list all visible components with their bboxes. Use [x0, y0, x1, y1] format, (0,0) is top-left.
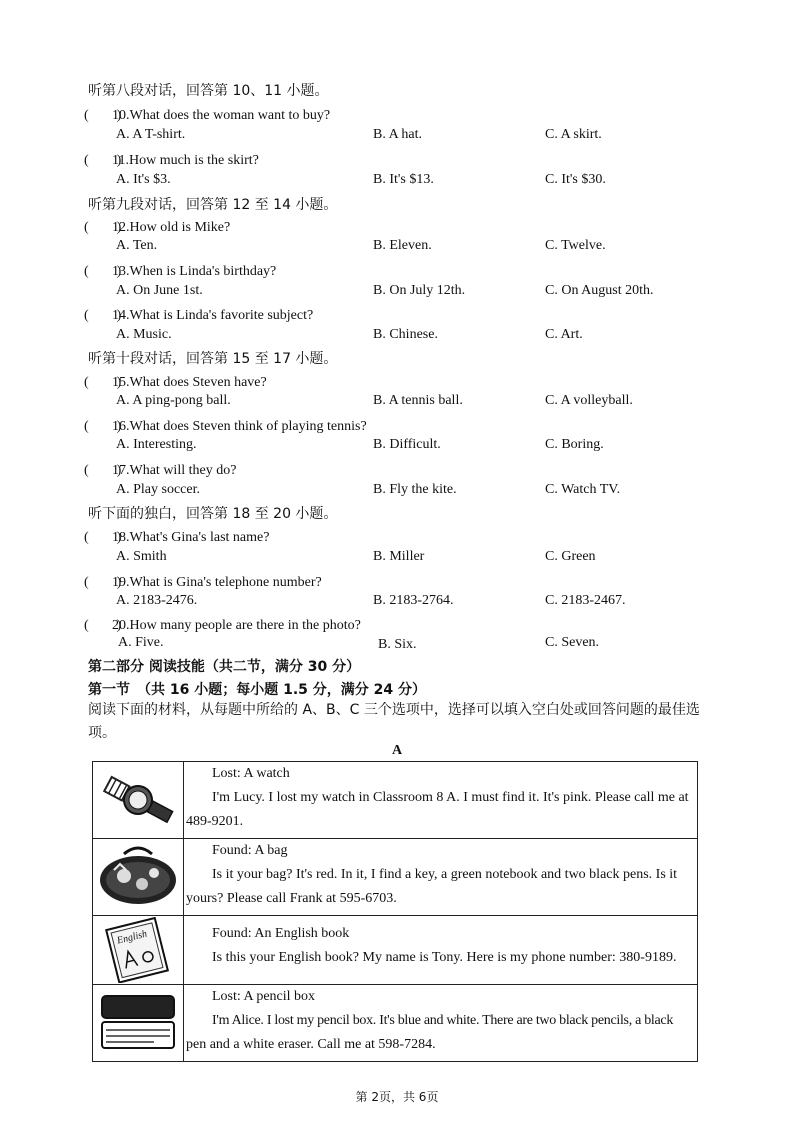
- option-a: A. 2183-2476.: [116, 593, 198, 608]
- notice-body-cont: pen and a white eraser. Call me at 598-7284.: [186, 1037, 436, 1052]
- notice-row: [93, 762, 698, 839]
- question-19: [84, 571, 322, 591]
- part2-instruction: 阅读下面的材料，从每题中所给的 A、B、C 三个选项中，选择可以填入空白处或回答问题的最佳选项。: [88, 702, 700, 741]
- notice-title: Found: An English book: [212, 926, 350, 941]
- option-c: C. Seven.: [545, 635, 600, 650]
- part2-title: 第二部分 阅读技能（共二节，满分 30 分）: [88, 659, 361, 675]
- option-b: B. Difficult.: [373, 437, 441, 452]
- question-text: 10.What does the woman want to buy?: [112, 108, 331, 123]
- notice-body-cont: 489-9201.: [186, 814, 244, 829]
- option-a: A. Interesting.: [116, 437, 197, 452]
- option-b: B. Six.: [378, 637, 417, 652]
- notice-body: I'm Alice. I lost my pencil box. It's blue and white. There are two black pencils, a black: [212, 1013, 674, 1028]
- option-a: A. Smith: [116, 549, 167, 564]
- answer-bracket[interactable]: ( ): [84, 264, 122, 279]
- question-text: 12.How old is Mike?: [112, 220, 231, 235]
- part2-section1: 第一节 （共 16 小题；每小题 1.5 分，满分 24 分）: [88, 682, 427, 698]
- answer-bracket[interactable]: ( ): [84, 308, 122, 323]
- option-a: A. Play soccer.: [116, 482, 200, 497]
- option-a: A. On June 1st.: [116, 283, 203, 298]
- option-c: C. Twelve.: [545, 238, 606, 253]
- answer-bracket[interactable]: ( ): [84, 153, 122, 168]
- question-text: 13.When is Linda's birthday?: [112, 264, 277, 279]
- option-b: B. A tennis ball.: [373, 393, 463, 408]
- option-b: B. Miller: [373, 549, 425, 564]
- notice-text-cell: [184, 985, 698, 1062]
- notice-body: Is this your English book? My name is Tony. Here is my phone number: 380-9189.: [212, 950, 677, 965]
- notice-text-cell: [184, 916, 698, 985]
- book-icon: [94, 917, 182, 983]
- question-text: 14.What is Linda's favorite subject?: [112, 308, 314, 323]
- option-c: C. A volleyball.: [545, 393, 633, 408]
- option-a: A. Five.: [118, 635, 164, 650]
- notice-row: [93, 839, 698, 916]
- question-text: 20.How many people are there in the photo?: [112, 618, 361, 633]
- section-heading-8: 听第八段对话，回答第 10、11 小题。: [88, 83, 329, 99]
- question-text: 18.What's Gina's last name?: [112, 530, 270, 545]
- question-18: [84, 526, 269, 546]
- option-b: B. A hat.: [373, 127, 423, 142]
- question-14: [84, 304, 313, 324]
- question-11: [84, 149, 259, 169]
- page-footer: 第 2页，共 6页: [355, 1090, 439, 1104]
- question-16: [84, 415, 367, 435]
- answer-bracket[interactable]: ( ): [84, 618, 122, 633]
- option-a: A. It's $3.: [116, 172, 171, 187]
- option-a: A. Ten.: [116, 238, 158, 253]
- notice-text-cell: [184, 839, 698, 916]
- answer-bracket[interactable]: ( ): [84, 530, 122, 545]
- answer-bracket[interactable]: ( ): [84, 575, 122, 590]
- question-text: 19.What is Gina's telephone number?: [112, 575, 322, 590]
- section-heading-9: 听第九段对话，回答第 12 至 14 小题。: [88, 197, 338, 213]
- question-15: [84, 371, 267, 391]
- notice-text-cell: [184, 762, 698, 839]
- notice-row: [93, 916, 698, 985]
- option-c: C. Green: [545, 549, 596, 564]
- notice-title: Lost: A watch: [212, 766, 290, 781]
- question-17: [84, 459, 236, 479]
- watch-icon: [94, 763, 182, 837]
- notice-image-cell: [93, 839, 184, 916]
- option-c: C. On August 20th.: [545, 283, 654, 298]
- notice-body: I'm Lucy. I lost my watch in Classroom 8 A. I must find it. It's pink. Please call me at: [212, 790, 689, 805]
- question-text: 17.What will they do?: [112, 463, 237, 478]
- answer-bracket[interactable]: ( ): [84, 375, 122, 390]
- option-c: C. It's $30.: [545, 172, 606, 187]
- option-c: C. Art.: [545, 327, 583, 342]
- passage-label: A: [391, 743, 403, 758]
- answer-bracket[interactable]: ( ): [84, 463, 122, 478]
- notice-row: [93, 985, 698, 1062]
- notice-image-cell: [93, 762, 184, 839]
- option-b: B. Chinese.: [373, 327, 438, 342]
- option-b: B. It's $13.: [373, 172, 434, 187]
- option-b: B. On July 12th.: [373, 283, 466, 298]
- notice-title: Found: A bag: [212, 843, 288, 858]
- pencil-box-icon: [94, 986, 182, 1060]
- option-a: A. A ping-pong ball.: [116, 393, 231, 408]
- notice-image-cell: [93, 985, 184, 1062]
- option-c: C. A skirt.: [545, 127, 602, 142]
- book-cover-title: English: [115, 928, 149, 947]
- question-text: 16.What does Steven think of playing tennis?: [112, 419, 367, 434]
- bag-icon: [94, 840, 182, 914]
- notice-image-cell: [93, 916, 184, 985]
- question-20: [84, 614, 361, 634]
- question-12: [84, 216, 230, 236]
- section-heading-11: 听下面的独白，回答第 18 至 20 小题。: [88, 506, 338, 522]
- option-a: A. Music.: [116, 327, 172, 342]
- option-c: C. 2183-2467.: [545, 593, 626, 608]
- option-c: C. Watch TV.: [545, 482, 621, 497]
- option-b: B. 2183-2764.: [373, 593, 454, 608]
- option-b: B. Eleven.: [373, 238, 432, 253]
- option-b: B. Fly the kite.: [373, 482, 457, 497]
- answer-bracket[interactable]: ( ): [84, 108, 122, 123]
- option-c: C. Boring.: [545, 437, 604, 452]
- question-13: [84, 260, 276, 280]
- answer-bracket[interactable]: ( ): [84, 419, 122, 434]
- notice-body-cont: yours? Please call Frank at 595-6703.: [186, 891, 397, 906]
- question-text: 15.What does Steven have?: [112, 375, 267, 390]
- section-heading-10: 听第十段对话，回答第 15 至 17 小题。: [88, 351, 338, 367]
- answer-bracket[interactable]: ( ): [84, 220, 122, 235]
- question-text: 11.How much is the skirt?: [112, 153, 259, 168]
- notice-body: Is it your bag? It's red. In it, I find a key, a green notebook and two black pens. Is it: [212, 867, 678, 882]
- notice-title: Lost: A pencil box: [212, 989, 316, 1004]
- question-10: [84, 104, 330, 124]
- option-a: A. A T-shirt.: [116, 127, 186, 142]
- notice-table: [92, 761, 698, 1062]
